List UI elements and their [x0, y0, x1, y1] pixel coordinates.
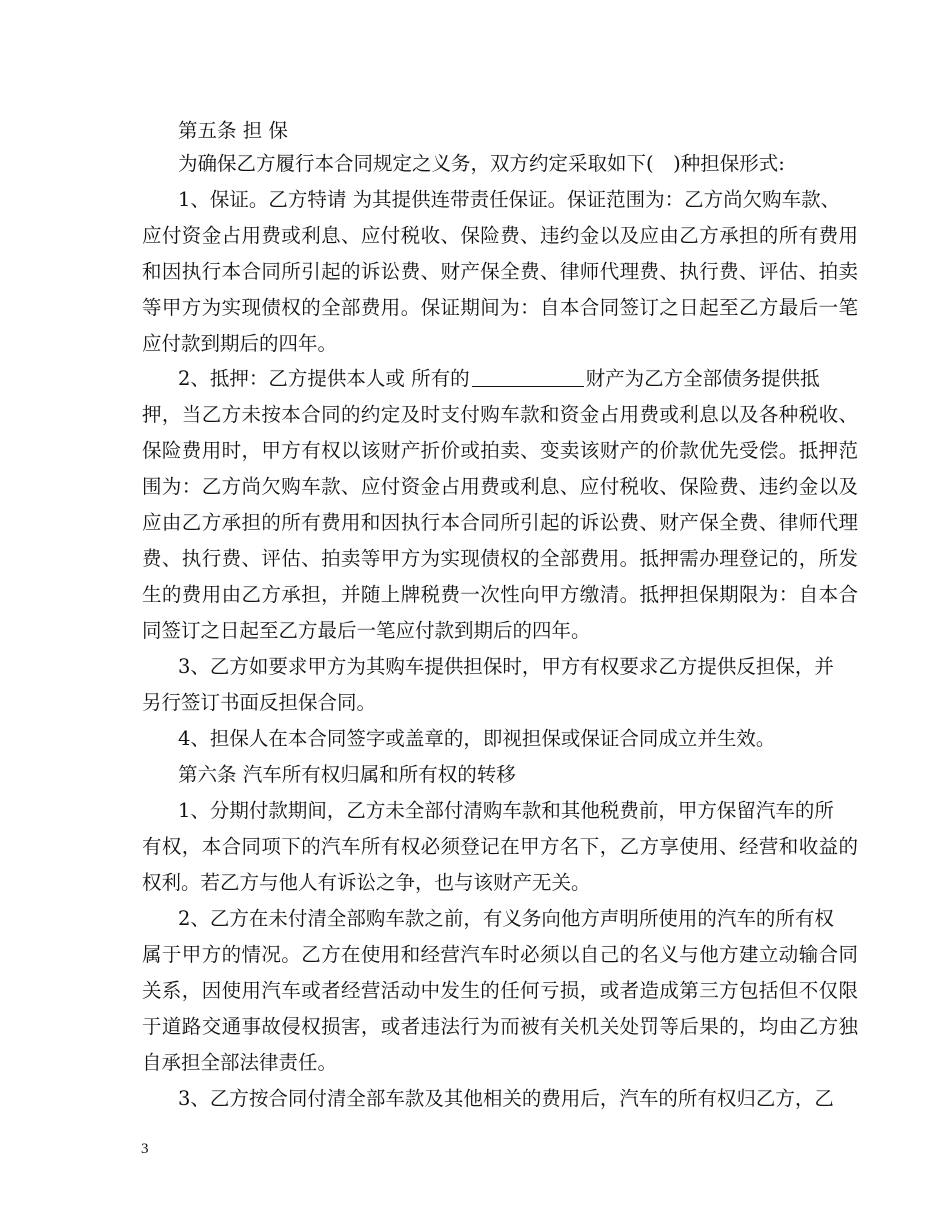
paragraph-line: 权利。若乙方与他人有诉讼之争，也与该财产无关。 — [142, 871, 591, 894]
fill-in-blank — [472, 366, 584, 387]
paragraph-line-with-blank — [178, 359, 858, 399]
paragraph-line: 1、保证。乙方特请 为其提供连带责任保证。保证范围为：乙方尚欠购车款、 — [178, 188, 841, 211]
paragraph-line: 另行签订书面反担保合同。 — [142, 691, 377, 714]
paragraph-line: 应付资金占用费或利息、应付税收、保险费、违约金以及应由乙方承担的所有费用 — [142, 224, 859, 247]
paragraph-line: 同签订之日起至乙方最后一笔应付款到期后的四年。 — [142, 619, 591, 642]
article-5-heading: 第五条 担 保 — [178, 119, 288, 142]
paragraph-text: 财产为乙方全部债务提供抵 — [585, 367, 820, 390]
paragraph-line: 2、乙方在未付清全部购车款之前，有义务向他方声明所使用的汽车的所有权 — [178, 907, 834, 930]
paragraph-line: 有权，本合同项下的汽车所有权必须登记在甲方名下，乙方享使用、经营和收益的 — [142, 835, 859, 858]
paragraph-line: 押，当乙方未按本合同的约定及时支付购车款和资金占用费或利息以及各种税收、 — [142, 403, 859, 426]
paragraph-line: 为确保乙方履行本合同规定之义务，双方约定采取如下( )种担保形式: — [178, 152, 785, 175]
paragraph-line: 4、担保人在本合同签字或盖章的，即视担保或保证合同成立并生效。 — [178, 727, 776, 750]
paragraph-line: 生的费用由乙方承担，并随上牌税费一次性向甲方缴清。抵押担保期限为：自本合 — [142, 583, 859, 606]
paragraph-line: 应付款到期后的四年。 — [142, 332, 338, 355]
paragraph-line: 应由乙方承担的所有费用和因执行本合同所引起的诉讼费、财产保全费、律师代理 — [142, 511, 859, 534]
paragraph-line: 保险费用时，甲方有权以该财产折价或拍卖、变卖该财产的价款优先受偿。抵押范 — [142, 439, 859, 462]
paragraph-line: 围为：乙方尚欠购车款、应付资金占用费或利息、应付税收、保险费、违约金以及 — [142, 475, 859, 498]
paragraph-line: 关系，因使用汽车或者经营活动中发生的任何亏损，或者造成第三方包括但不仅限 — [142, 979, 859, 1002]
paragraph-line: 属于甲方的情况。乙方在使用和经营汽车时必须以自己的名义与他方建立动输合同 — [142, 943, 859, 966]
paragraph-line: 费、执行费、评估、拍卖等甲方为实现债权的全部费用。抵押需办理登记的，所发 — [142, 547, 859, 570]
paragraph-text: 2、抵押：乙方提供本人或 所有的 — [178, 367, 470, 390]
article-6-heading: 第六条 汽车所有权归属和所有权的转移 — [178, 763, 516, 786]
paragraph-line: 1、分期付款期间，乙方未全部付清购车款和其他税费前，甲方保留汽车的所 — [178, 799, 834, 822]
paragraph-line: 3、乙方如要求甲方为其购车提供担保时，甲方有权要求乙方提供反担保，并 — [178, 655, 834, 678]
paragraph-line: 等甲方为实现债权的全部费用。保证期间为：自本合同签订之日起至乙方最后一笔 — [142, 296, 859, 319]
paragraph-line: 自承担全部法律责任。 — [142, 1051, 338, 1074]
paragraph-line: 于道路交通事故侵权损害，或者违法行为而被有关机关处罚等后果的，均由乙方独 — [142, 1015, 859, 1038]
paragraph-line: 和因执行本合同所引起的诉讼费、财产保全费、律师代理费、执行费、评估、拍卖 — [142, 260, 859, 283]
paragraph-line: 3、乙方按合同付清全部车款及其他相关的费用后，汽车的所有权归乙方，乙 — [178, 1087, 834, 1110]
page-number: 3 — [141, 1141, 149, 1157]
